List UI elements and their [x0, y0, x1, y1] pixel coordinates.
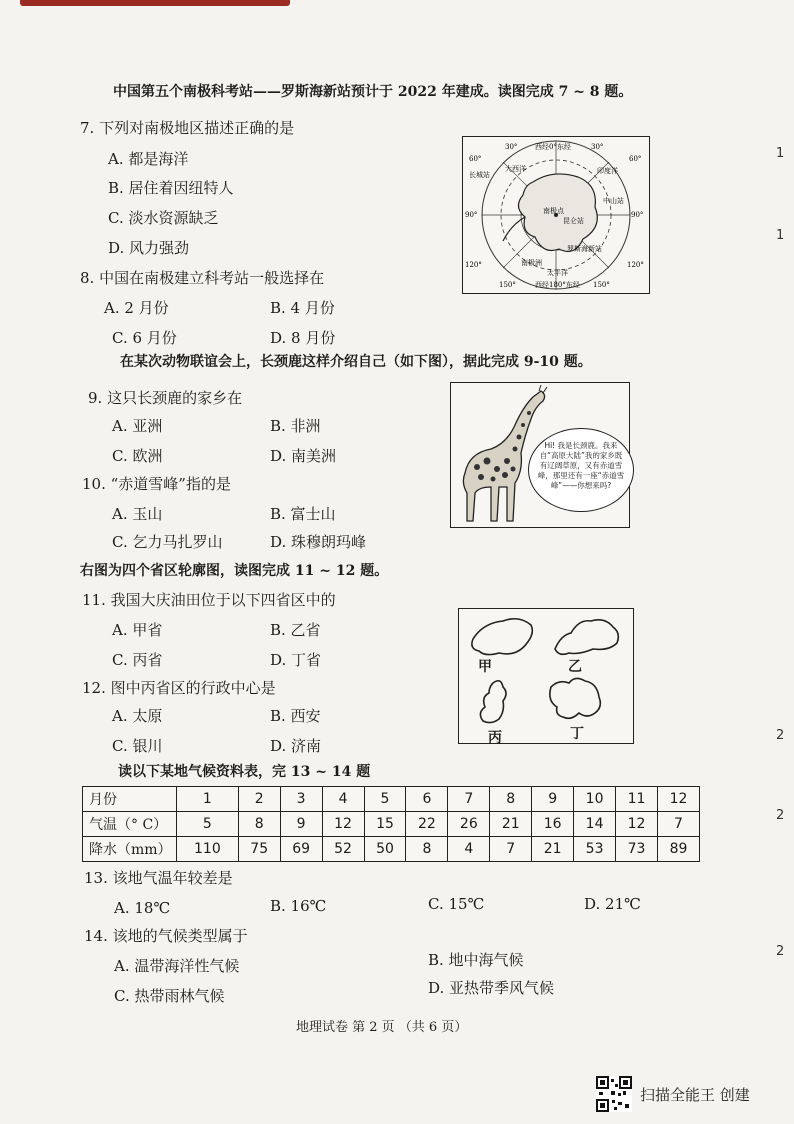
map-label-atlantic: 大西洋	[505, 165, 526, 173]
q12-option-b: B. 西安	[270, 707, 321, 725]
q10-option-a: A. 玉山	[112, 505, 163, 523]
table-cell: 50	[364, 837, 406, 862]
province-label-ding: 丁	[570, 726, 584, 742]
table-cell: 1	[177, 787, 239, 812]
map-label-ross-sea-station: 罗斯海新站	[567, 245, 602, 253]
q10-option-b: B. 富士山	[270, 505, 336, 523]
edge-mark: 2	[776, 808, 785, 823]
q14-option-c: C. 热带雨林气候	[114, 987, 225, 1005]
question-7-stem: 7. 下列对南极地区描述正确的是	[80, 119, 295, 137]
q8-option-d: D. 8 月份	[270, 329, 336, 347]
intro-9-10: 在某次动物联谊会上，长颈鹿这样介绍自己（如下图），据此完成 9-10 题。	[120, 354, 592, 370]
province-ding-outline	[550, 678, 600, 718]
table-cell: 8	[490, 787, 532, 812]
question-13-stem: 13. 该地气温年较差是	[84, 869, 233, 887]
table-cell: 26	[448, 812, 490, 837]
q11-option-b: B. 乙省	[270, 621, 321, 639]
q10-option-d: D. 珠穆朗玛峰	[270, 533, 367, 551]
table-cell: 8	[238, 812, 280, 837]
question-9-stem: 9. 这只长颈鹿的家乡在	[88, 389, 243, 407]
table-cell: 14	[574, 812, 616, 837]
table-cell: 12	[322, 812, 364, 837]
province-jia-outline	[472, 619, 532, 655]
q14-option-d: D. 亚热带季风气候	[428, 979, 555, 997]
table-cell: 5	[364, 787, 406, 812]
q7-option-a: A. 都是海洋	[108, 150, 189, 168]
q13-option-d: D. 21℃	[584, 895, 641, 913]
map-degree-60e: 60°	[629, 155, 642, 163]
map-label-180-meridian: 西经180°东经	[535, 281, 580, 289]
q12-option-a: A. 太原	[112, 707, 163, 725]
q14-option-a: A. 温带海洋性气候	[114, 957, 240, 975]
province-bing-outline	[480, 681, 506, 723]
q7-option-d: D. 风力强劲	[108, 239, 190, 257]
table-cell: 52	[322, 837, 364, 862]
map-label-pacific: 太平洋	[547, 269, 568, 277]
map-label-antarctica: 南极洲	[521, 259, 542, 267]
table-cell: 75	[238, 837, 280, 862]
q9-option-a: A. 亚洲	[112, 417, 163, 435]
edge-mark: 2	[776, 728, 785, 743]
map-degree-90e: 90°	[631, 211, 644, 219]
map-degree-120w: 120°	[465, 261, 482, 269]
q9-option-d: D. 南美洲	[270, 447, 337, 465]
table-cell: 7	[448, 787, 490, 812]
q9-option-b: B. 非洲	[270, 417, 321, 435]
map-label-zhongshan-station: 中山站	[603, 197, 624, 205]
q7-option-c: C. 淡水资源缺乏	[108, 209, 219, 227]
q11-option-a: A. 甲省	[112, 621, 163, 639]
edge-mark: 1	[776, 146, 785, 161]
table-cell: 15	[364, 812, 406, 837]
q10-option-c: C. 乞力马扎罗山	[112, 533, 223, 551]
table-cell: 73	[616, 837, 658, 862]
antarctic-map-graphic	[463, 137, 648, 292]
table-cell: 53	[574, 837, 616, 862]
table-cell: 10	[574, 787, 616, 812]
table-cell: 2	[238, 787, 280, 812]
q12-option-c: C. 银川	[112, 737, 163, 755]
q11-option-c: C. 丙省	[112, 651, 163, 669]
map-degree-90w: 90°	[465, 211, 478, 219]
table-cell: 7	[657, 812, 699, 837]
q13-option-a: A. 18℃	[114, 899, 171, 917]
table-cell: 69	[280, 837, 322, 862]
province-label-jia: 甲	[478, 659, 492, 675]
scanner-watermark: 扫描全能王 创建	[640, 1086, 750, 1104]
intro-13-14: 读以下某地气候资料表，完 13 ~ 14 题	[118, 764, 371, 780]
q8-option-b: B. 4 月份	[270, 299, 335, 317]
table-cell: 3	[280, 787, 322, 812]
map-degree-150e: 150°	[593, 281, 610, 289]
map-degree-120e: 120°	[627, 261, 644, 269]
table-cell: 6	[406, 787, 448, 812]
table-cell: 21	[490, 812, 532, 837]
map-degree-30w: 30°	[505, 143, 518, 151]
table-cell: 21	[532, 837, 574, 862]
edge-mark: 1	[776, 228, 785, 243]
map-label-south-pole: 南极点	[543, 207, 564, 215]
q7-option-b: B. 居住着因纽特人	[108, 179, 234, 197]
intro-7-8: 中国第五个南极科考站——罗斯海新站预计于 2022 年建成。读图完成 7 ~ 8 题。	[113, 84, 633, 100]
table-cell: 12	[616, 812, 658, 837]
table-row-precipitation	[83, 837, 700, 862]
question-12-stem: 12. 图中丙省区的行政中心是	[82, 679, 276, 697]
map-label-kunlun-station: 昆仑站	[563, 217, 584, 225]
province-yi-outline	[555, 620, 618, 654]
q12-option-d: D. 济南	[270, 737, 322, 755]
question-14-stem: 14. 该地的气候类型属于	[84, 927, 248, 945]
table-cell: 7	[490, 837, 532, 862]
table-cell: 5	[177, 812, 239, 837]
q14-option-b: B. 地中海气候	[428, 951, 524, 969]
antarctic-map	[462, 136, 650, 294]
table-cell: 12	[657, 787, 699, 812]
q8-option-a: A. 2 月份	[104, 299, 169, 317]
question-10-stem: 10. “赤道雪峰”指的是	[82, 475, 231, 493]
table-header-month: 月份	[83, 787, 177, 812]
q9-option-c: C. 欧洲	[112, 447, 163, 465]
table-cell: 4	[448, 837, 490, 862]
map-degree-30e: 30°	[591, 143, 604, 151]
climate-data-table	[82, 786, 700, 862]
q13-option-b: B. 16℃	[270, 897, 327, 915]
page-top-tab	[20, 0, 290, 6]
table-header-temperature: 气温（° C）	[83, 812, 177, 837]
table-cell: 11	[616, 787, 658, 812]
page-footer: 地理试卷 第 2 页 （共 6 页）	[296, 1020, 468, 1035]
province-outline-figure	[458, 608, 634, 744]
question-11-stem: 11. 我国大庆油田位于以下四省区中的	[82, 591, 336, 609]
map-label-indian-ocean: 印度洋	[597, 167, 618, 175]
question-8-stem: 8. 中国在南极建立科考站一般选择在	[80, 269, 325, 287]
edge-mark: 2	[776, 944, 785, 959]
table-cell: 4	[322, 787, 364, 812]
province-label-bing: 丙	[488, 730, 502, 746]
province-label-yi: 乙	[568, 659, 582, 675]
table-header-precipitation: 降水（mm）	[83, 837, 177, 862]
map-degree-150w: 150°	[499, 281, 516, 289]
q11-option-d: D. 丁省	[270, 651, 322, 669]
q13-option-c: C. 15℃	[428, 895, 485, 913]
table-row-temperature	[83, 812, 700, 837]
table-cell: 89	[657, 837, 699, 862]
table-cell: 9	[280, 812, 322, 837]
table-cell: 9	[532, 787, 574, 812]
map-label-0-meridian: 西经0°东经	[535, 143, 571, 151]
map-label-great-wall-station: 长城站	[469, 171, 490, 179]
qr-code-icon	[596, 1076, 632, 1112]
q8-option-c: C. 6 月份	[112, 329, 177, 347]
table-cell: 110	[177, 837, 239, 862]
table-row-month	[83, 787, 700, 812]
table-cell: 22	[406, 812, 448, 837]
table-cell: 8	[406, 837, 448, 862]
giraffe-speech-bubble: Hi! 我是长颈鹿。我来自“高原大陆”我的家乡既有辽阔草原，又有赤道雪峰，那里还有一座“赤道雪峰”——你想来吗?	[528, 428, 634, 512]
table-cell: 16	[532, 812, 574, 837]
intro-11-12: 右图为四个省区轮廓图，读图完成 11 ~ 12 题。	[80, 563, 389, 579]
map-degree-60w: 60°	[469, 155, 482, 163]
